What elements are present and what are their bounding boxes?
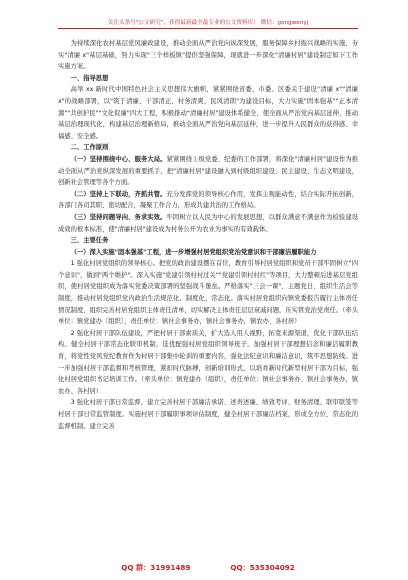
section-heading-work-principles: 二、工作原则: [70, 144, 109, 152]
header-divider: [58, 28, 358, 29]
task-3-paragraph: 3 强化村居干部日常监督。建立完善村居干部廉洁承诺、述责述廉、绩效考评、财务清理、联审联签等村居干部日常监管制度。实施村居干部履职事项评估制度，健全村居干部廉洁档案，形成全方位、常态化的监督机制。建立完善: [58, 399, 358, 430]
guiding-ideology-paragraph: 高举 xx 新时代中国特色社会主义思想伟大旗帜，紧紧围绕省委、市委、区委关于建设"清廉 x""清廉 x"的战略部署，以"筑于清廉、干部清正、村务清爽、民风清朗"为建设目标，大力实施"固本强基""正本清源""共创护民""文化促廉"四大工程，积极推动"清廉村居"建设体系健全，使全面从严治党向基层延伸，推动基层治理现代化，构建基层治理新格局，推动全面从严治党向基层延伸，进一步提升人民群众的获得感、幸福感、安全感。: [58, 86, 358, 140]
intro-paragraph: 为持续深化农村基层党风廉政建设，推动全面从严治党向纵深发展，服务保障乡村振兴战略的实施，夯实"清廉 x"基层基础，努力实现"三个样板镇"提供坚强保障，现就进一步深化"清廉村居"建设制定如下工作实施方案。: [58, 40, 358, 71]
section-heading-main-tasks: 三、主要任务: [70, 237, 109, 245]
principle-3-text: 牢固树立以人民为中心的发展思想，以群众满意不满意作为检验建设成效的根本标准，使"清廉村居"建设成为村务公开为农业为事实的有效载体。: [58, 213, 359, 233]
footer-contact: [58, 563, 358, 573]
principle-2-title: （二）坚持上下联动，齐抓共管。: [70, 190, 167, 198]
header-banner: 关注头条号"公文研究"，获得最新最全最专业的公文资料库！ 微信：gongwenyj: [107, 20, 309, 26]
principle-1-text: 紧紧围绕上级党委、纪委的工作部署，将深化"清廉村居"建设作为推动全面从严治党纵深发展的重要抓手，把"清廉村居"建设融入到村级组织建设、民主建设、生态文明建设，创新社会管理等各个方面。: [58, 155, 358, 187]
principle-1-paragraph: [58, 154, 358, 189]
document-body: [58, 38, 358, 432]
section-heading-guiding-ideology: 一、指导思想: [70, 74, 109, 82]
principle-2-paragraph: [58, 189, 358, 212]
subsection-heading-foundation: （一）深入实施"固本强基"工程，进一步增强村居党组织党治党意识和干部廉洁履职能力: [70, 248, 317, 256]
principle-2-text: 充分发挥党的领导核心作用，发挥主观能动性，结合实际开拓创新，各部门各司其职、密切配合，凝聚工作合力，形成共建共治的工作格局。: [58, 190, 359, 210]
principle-3-paragraph: [58, 212, 358, 235]
task-2-paragraph: 2 强化村居干部队伍建设，严把村居干部素质关，扩大选人用人视野，拓宽来源渠道，优化干部队伍结构。健全村居干部常态化联审机制，选优配强村居党组织领导班子。加强村居干部理想信念和廉洁履职教育，将党性党风党纪教育作为村居干部集中轮训的重要内容，强化法纪意识和廉洁意识，筑牢思想防线。进一步加强村居干部监督和考核管理，紧扣时代脉搏，创新培训形式，以培育新时代新型村居干部为目标，强化村居党组织书记培训工作。（牵头单位：镇党建办（组织），责任单位：镇社会事务办、镇社会事务办，镇农办、各村居）: [58, 329, 358, 395]
task-1-paragraph: 1 强化村居党组织的领导核心。把党的政治建设摆在首位，教育引导村居党组织和党员干部牢固树立"四个意识"，做到"两个维护"。深入实施"党建引领村村过关""党建引领村村红"等项目，大力整顿后进基层党组织，使村居党组织成为落实党委决策部署的坚强战斗堡垒。严格落实"三会一课"、主题党日、组织生活会等制度，推动村居党组织党内政治生活规范化、制度化、常态化。落实村居党组织向镇党委报告履行主体责任情况制度，组织完善村居党组织主体责任清单，切实解决主体责任层层衰减问题，压实管党治党责任。（牵头单位：镇党建办〔组织〕，责任单位：镇社会事务办，镇社会事务办，镇农办、各村居）: [58, 260, 358, 326]
principle-1-title: （一）坚持围绕中心、服务大局。: [70, 155, 167, 163]
footer-qq-group: QQ 群：31991489: [121, 563, 191, 572]
principle-3-title: （三）坚持问题导向、务求实效。: [70, 213, 167, 221]
footer-qq: QQ：535304092: [230, 563, 295, 572]
